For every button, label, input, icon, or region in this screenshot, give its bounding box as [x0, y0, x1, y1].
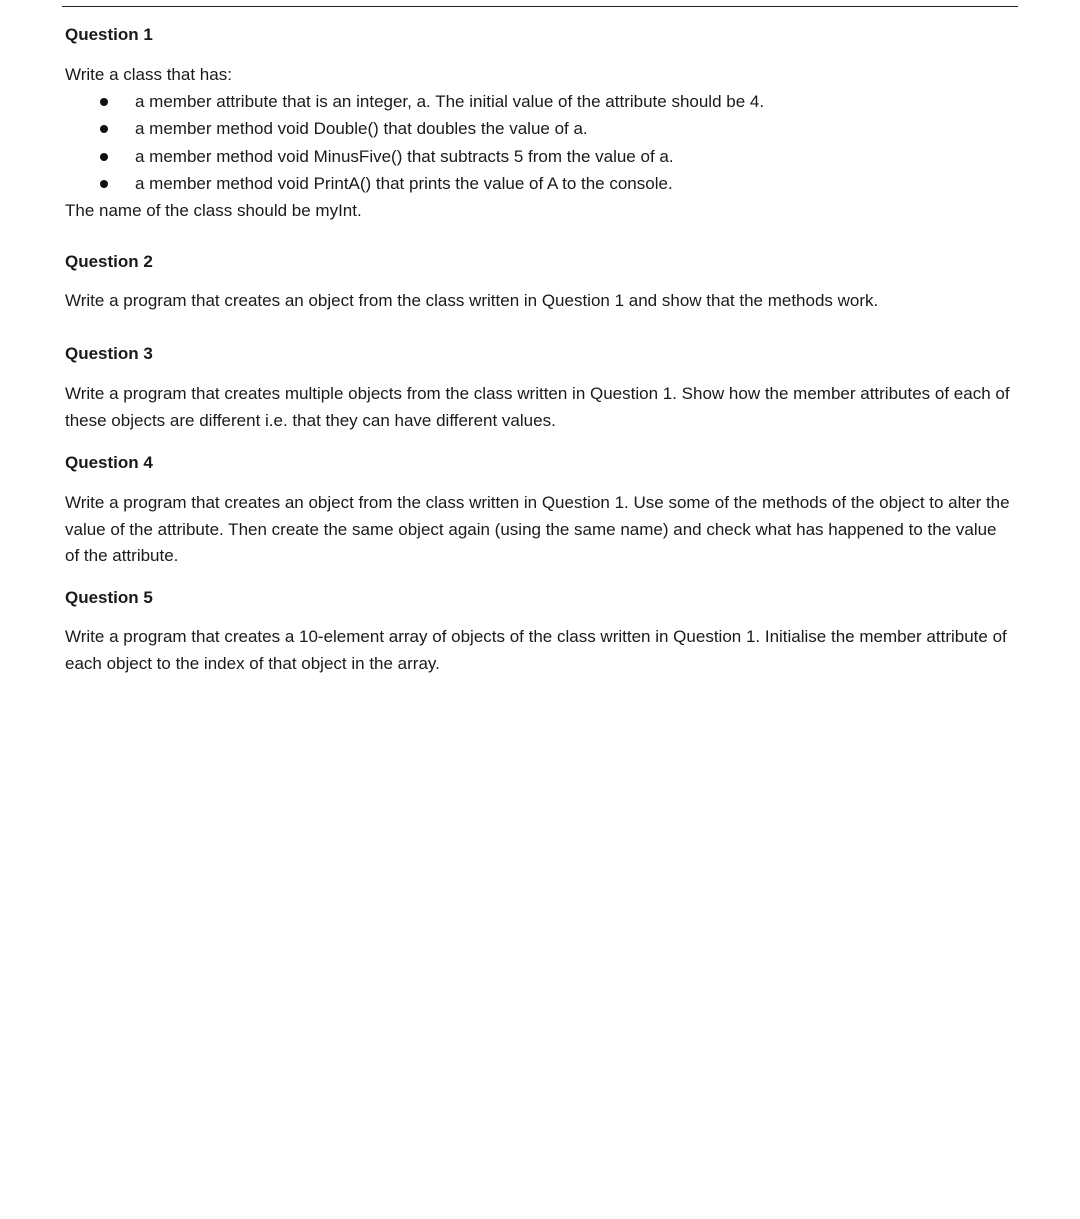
question-3-title: Question 3: [65, 344, 153, 363]
question-5-body: Write a program that creates a 10-element array of objects of the class written in Question 1. Initialise the member attribute of each object to the index of that object in the array.: [65, 627, 1007, 673]
top-divider: [62, 6, 1018, 7]
bullet-icon: [100, 180, 108, 188]
question-4-body: Write a program that creates an object from the class written in Question 1. Use some of the methods of the object to alter the value of the attribute. Then create the same object again (using the same name) and check what has happened to the value of the attribute.: [65, 493, 1010, 565]
bullet-icon: [100, 153, 108, 161]
question-2-body: Write a program that creates an object from the class written in Question 1 and show that the methods work.: [65, 291, 879, 310]
bullet-icon: [100, 98, 108, 106]
question-5-title: Question 5: [65, 588, 153, 607]
list-item-text: a member method void Double() that doubles the value of a.: [135, 119, 588, 139]
question-2-title: Question 2: [65, 252, 153, 271]
list-item-text: a member method void MinusFive() that subtracts 5 from the value of a.: [135, 146, 674, 166]
question-4-title: Question 4: [65, 453, 153, 472]
question-3-body: Write a program that creates multiple objects from the class written in Question 1. Show how the member attributes of each of these objects are different i.e. that they can have different values.: [65, 384, 1010, 430]
bullet-icon: [100, 125, 108, 133]
list-item-text: a member attribute that is an integer, a. The initial value of the attribute should be 4.: [135, 92, 765, 111]
list-item-text: a member method void PrintA() that prints the value of A to the console.: [135, 173, 673, 193]
question-1-outro: The name of the class should be myInt.: [65, 201, 362, 220]
question-1-title: Question 1: [65, 25, 153, 44]
question-1-intro: Write a class that has:: [65, 65, 232, 84]
